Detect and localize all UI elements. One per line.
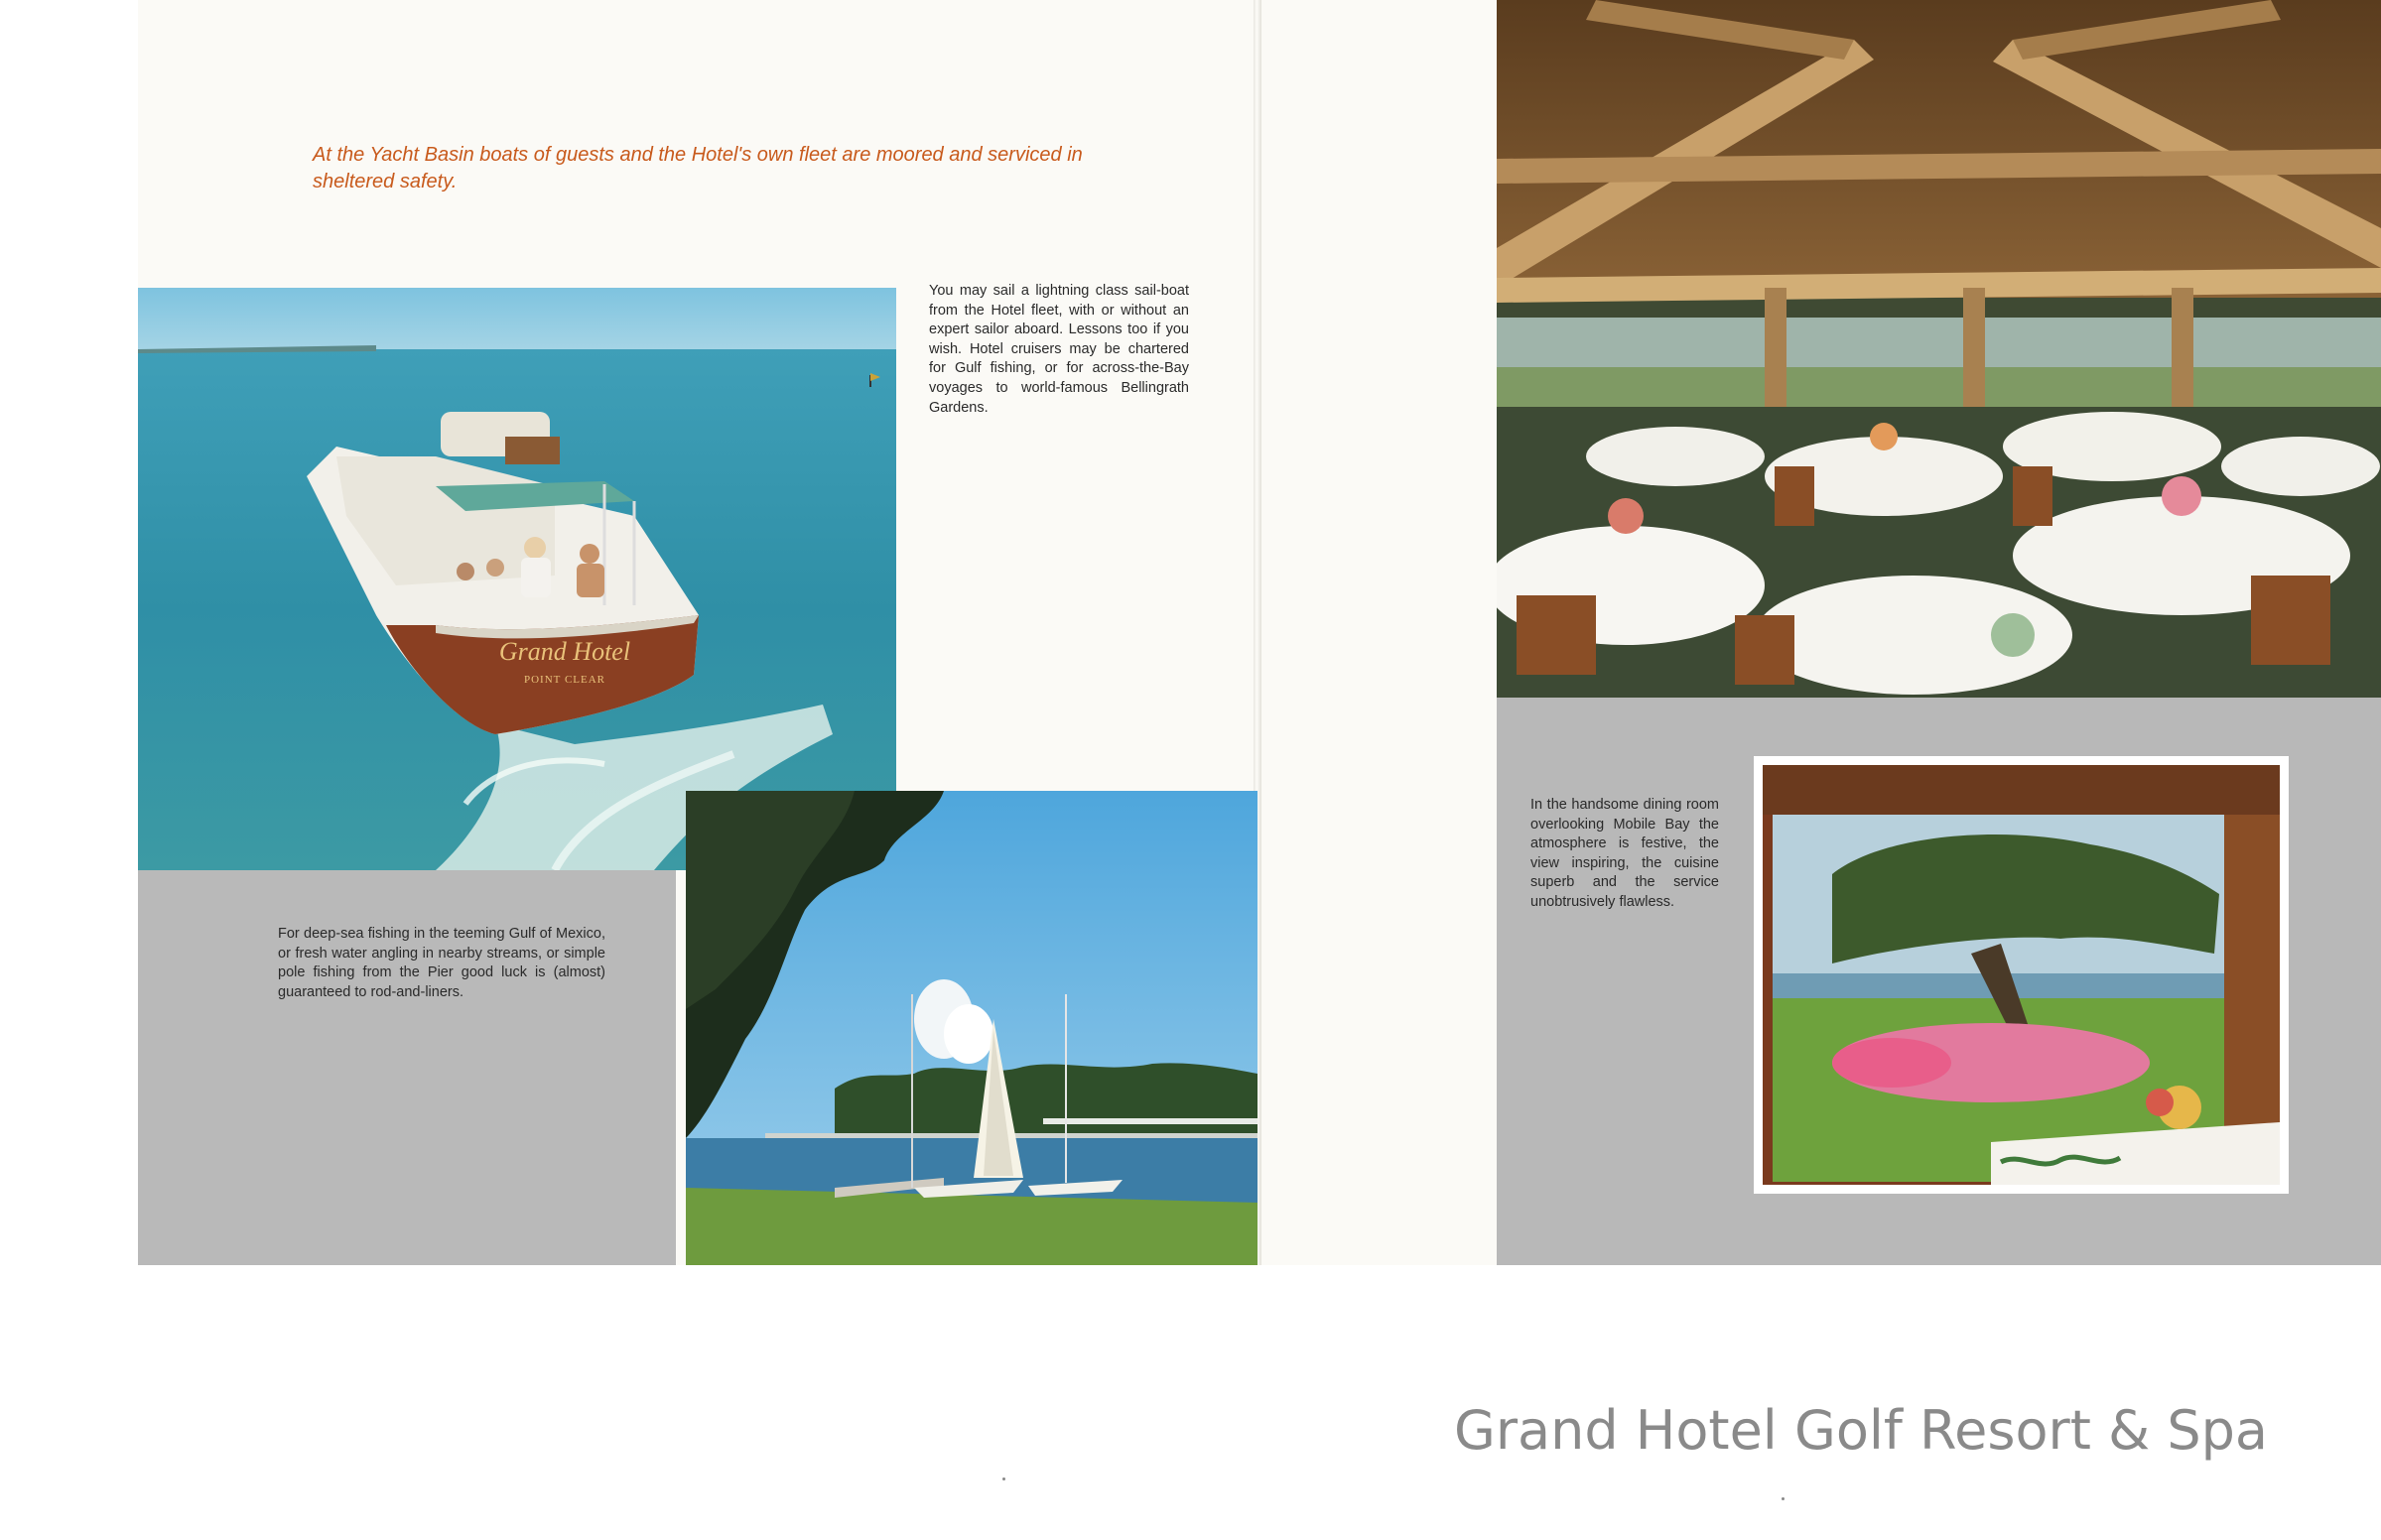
boat-stern-name: Grand Hotel [498,637,631,666]
resort-brand-name: Grand Hotel Golf Resort & Spa [1453,1399,2268,1462]
cruiser-boat-photo [138,288,896,870]
boat-stern-home-port: POINT CLEAR [524,674,605,686]
fishing-description: For deep-sea fishing in the teeming Gulf of Mexico, or fresh water angling in nearby streams, or simple pole fishing from the Pier good luck is (almost) guaranteed to rod-and-liners. [278,926,605,1000]
dining-room-photo [1497,0,2381,698]
yacht-basin-caption: At the Yacht Basin boats of guests and the Hotel's own fleet are moored and serviced in sheltered safety. [313,144,1083,192]
sailboat-dock-photo [686,791,1257,1265]
bay-view-window-photo [1763,765,2280,1185]
paper-speck [1002,1477,1005,1480]
paper-speck [1782,1497,1785,1500]
sailing-description: You may sail a lightning class sail-boat from the Hotel fleet, with or without an expert sailor aboard. Lessons too if you wish. Hotel cruisers may be chartered for Gulf fishing, or for across-the-Bay voyages to world-famous Bellingrath Gardens. [929,283,1189,416]
dining-description: In the handsome dining room overlooking Mobile Bay the atmosphere is festive, the view inspiring, the cuisine superb and the service unobtrusively flawless. [1530,797,1719,910]
